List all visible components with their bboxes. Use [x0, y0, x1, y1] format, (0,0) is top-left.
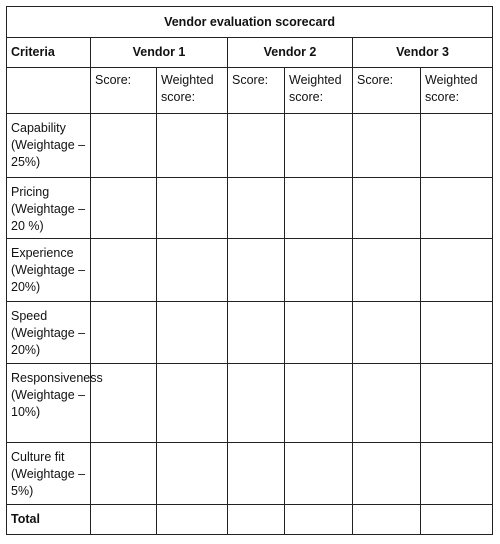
criterion-name: Speed [11, 309, 48, 323]
vendor-2-weighted-score-cell[interactable] [285, 443, 353, 505]
vendor-2-score-cell[interactable] [228, 114, 285, 178]
vendor-3-score-cell[interactable] [353, 239, 421, 302]
vendor-2-weighted-score-cell[interactable] [285, 178, 353, 239]
criterion-cell [7, 302, 91, 364]
vendor-scorecard-table [6, 6, 493, 535]
vendor-1-score-cell[interactable] [91, 114, 157, 178]
vendor-1-weighted-score-cell[interactable] [157, 178, 228, 239]
criterion-name: Capability [11, 121, 66, 135]
vendor-3-weighted-score-cell[interactable] [421, 114, 493, 178]
vendor-3-total-weighted-cell[interactable] [421, 505, 493, 535]
criterion-weight: (Weightage – 20 %) [11, 202, 86, 233]
vendor-2-weighted-score-cell[interactable] [285, 239, 353, 302]
vendor-1-weighted-score-cell[interactable] [157, 302, 228, 364]
vendor-2-weighted-score-cell[interactable] [285, 364, 353, 443]
vendor-1-total-weighted-cell[interactable] [157, 505, 228, 535]
vendor-3-weighted-score-cell[interactable] [421, 302, 493, 364]
title-row [7, 7, 493, 38]
vendor-3-weighted-score-cell[interactable] [421, 178, 493, 239]
criterion-weight: (Weightage – 10%) [11, 388, 86, 419]
vendor-1-weighted-score-cell[interactable] [157, 443, 228, 505]
vendor-3-weighted-score-cell[interactable] [421, 364, 493, 443]
vendor-header-row [7, 38, 493, 68]
criterion-row [7, 364, 493, 443]
vendor-1-score-cell[interactable] [91, 302, 157, 364]
vendor-1-weighted-score-cell[interactable] [157, 239, 228, 302]
criterion-name: Responsiveness [11, 371, 103, 385]
vendor-3-score-cell[interactable] [353, 302, 421, 364]
vendor-3-header: Vendor 3 [353, 38, 493, 68]
vendor-3-score-cell[interactable] [353, 114, 421, 178]
vendor-1-score-cell[interactable] [91, 239, 157, 302]
table-title: Vendor evaluation scorecard [7, 7, 493, 38]
vendor-3-score-cell[interactable] [353, 178, 421, 239]
criterion-weight: (Weightage – 25%) [11, 138, 86, 169]
vendor-3-weighted-score-cell[interactable] [421, 239, 493, 302]
vendor-2-score-cell[interactable] [228, 443, 285, 505]
vendor-2-score-cell[interactable] [228, 302, 285, 364]
criterion-row [7, 302, 493, 364]
criterion-name: Culture fit [11, 450, 65, 464]
criterion-cell [7, 364, 103, 443]
criterion-cell [7, 239, 91, 302]
vendor-1-header: Vendor 1 [91, 38, 228, 68]
subheader-row [7, 68, 493, 114]
vendor-1-weighted-score-cell[interactable] [157, 364, 228, 443]
total-row [7, 505, 493, 535]
vendor-2-score-cell[interactable] [228, 178, 285, 239]
criterion-row [7, 443, 493, 505]
vendor-2-score-cell[interactable] [228, 364, 285, 443]
criterion-name: Pricing [11, 185, 50, 199]
criterion-row [7, 239, 493, 302]
vendor-1-total-score-cell[interactable] [91, 505, 157, 535]
vendor-3-score-cell[interactable] [353, 443, 421, 505]
criterion-row [7, 178, 493, 239]
criterion-weight: (Weightage – 5%) [11, 467, 86, 498]
subheader-empty-cell [7, 68, 91, 114]
vendor-2-total-weighted-cell[interactable] [285, 505, 353, 535]
vendor-1-score-header: Score: [91, 68, 157, 114]
vendor-2-weighted-score-cell[interactable] [285, 302, 353, 364]
vendor-2-weighted-score-header: Weighted score: [285, 68, 353, 114]
vendor-1-weighted-score-cell[interactable] [157, 114, 228, 178]
vendor-3-weighted-score-cell[interactable] [421, 443, 493, 505]
criterion-row [7, 114, 493, 178]
criteria-header: Criteria [7, 38, 91, 68]
vendor-3-total-score-cell[interactable] [353, 505, 421, 535]
vendor-2-weighted-score-cell[interactable] [285, 114, 353, 178]
vendor-1-weighted-score-header: Weighted score: [157, 68, 228, 114]
criterion-cell [7, 114, 91, 178]
vendor-3-score-cell[interactable] [353, 364, 421, 443]
vendor-3-score-header: Score: [353, 68, 421, 114]
vendor-1-score-cell[interactable] [91, 443, 157, 505]
vendor-1-score-cell[interactable] [91, 178, 157, 239]
criterion-weight: (Weightage – 20%) [11, 263, 86, 294]
criterion-cell [7, 443, 91, 505]
criterion-cell [7, 178, 91, 239]
vendor-2-score-header: Score: [228, 68, 285, 114]
criterion-weight: (Weightage – 20%) [11, 326, 86, 357]
criterion-name: Experience [11, 246, 74, 260]
vendor-3-weighted-score-header: Weighted score: [421, 68, 493, 114]
vendor-2-header: Vendor 2 [228, 38, 353, 68]
vendor-2-total-score-cell[interactable] [228, 505, 285, 535]
total-label: Total [7, 505, 91, 535]
vendor-2-score-cell[interactable] [228, 239, 285, 302]
